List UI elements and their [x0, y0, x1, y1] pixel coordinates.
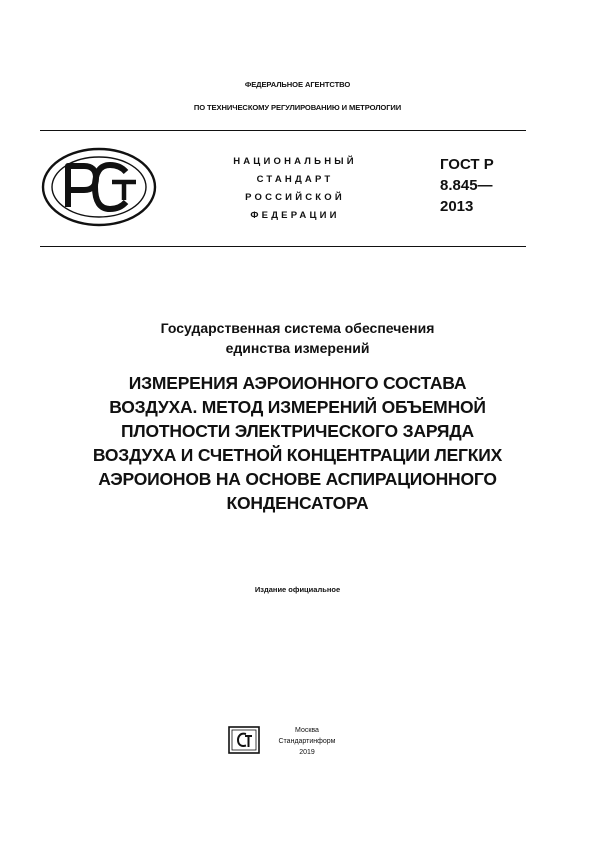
- rst-emblem-icon: [40, 146, 158, 228]
- subtitle-line-1: Государственная система обеспечения: [160, 320, 435, 336]
- gost-number: 8.845—: [440, 177, 493, 194]
- agency-line-1: ФЕДЕРАЛЬНОЕ АГЕНТСТВО: [244, 80, 351, 89]
- standard-line-4: ФЕДЕРАЦИИ: [250, 210, 340, 221]
- title-line-3: ПЛОТНОСТИ ЭЛЕКТРИЧЕСКОГО ЗАРЯДА: [121, 421, 474, 441]
- header-divider: [40, 246, 526, 247]
- publisher-year: 2019: [299, 749, 315, 756]
- title-line-4: ВОЗДУХА И СЧЕТНОЙ КОНЦЕНТРАЦИИ ЛЕГКИХ: [92, 445, 503, 465]
- publisher-name: Стандартинформ: [278, 738, 336, 745]
- agency-line-2: ПО ТЕХНИЧЕСКОМУ РЕГУЛИРОВАНИЮ И МЕТРОЛОГИИ: [193, 103, 402, 112]
- title-line-2: ВОЗДУХА. МЕТОД ИЗМЕРЕНИЙ ОБЪЕМНОЙ: [109, 397, 486, 417]
- subtitle-line-2: единства измерений: [225, 340, 370, 356]
- standartinform-logo-icon: [228, 726, 260, 754]
- publisher-city: Москва: [295, 727, 319, 734]
- standard-line-3: РОССИЙСКОЙ: [245, 192, 345, 203]
- gost-year: 2013: [440, 198, 474, 215]
- title-line-6: КОНДЕНСАТОРА: [226, 493, 369, 513]
- standard-line-1: НАЦИОНАЛЬНЫЙ: [233, 156, 357, 167]
- top-divider: [40, 130, 526, 131]
- title-line-1: ИЗМЕРЕНИЯ АЭРОИОННОГО СОСТАВА: [128, 373, 467, 393]
- title-line-5: АЭРОИОНОВ НА ОСНОВЕ АСПИРАЦИОННОГО: [98, 469, 497, 489]
- gost-label: ГОСТ Р: [440, 156, 494, 173]
- edition-label: Издание официальное: [254, 585, 341, 594]
- standard-line-2: СТАНДАРТ: [256, 174, 334, 185]
